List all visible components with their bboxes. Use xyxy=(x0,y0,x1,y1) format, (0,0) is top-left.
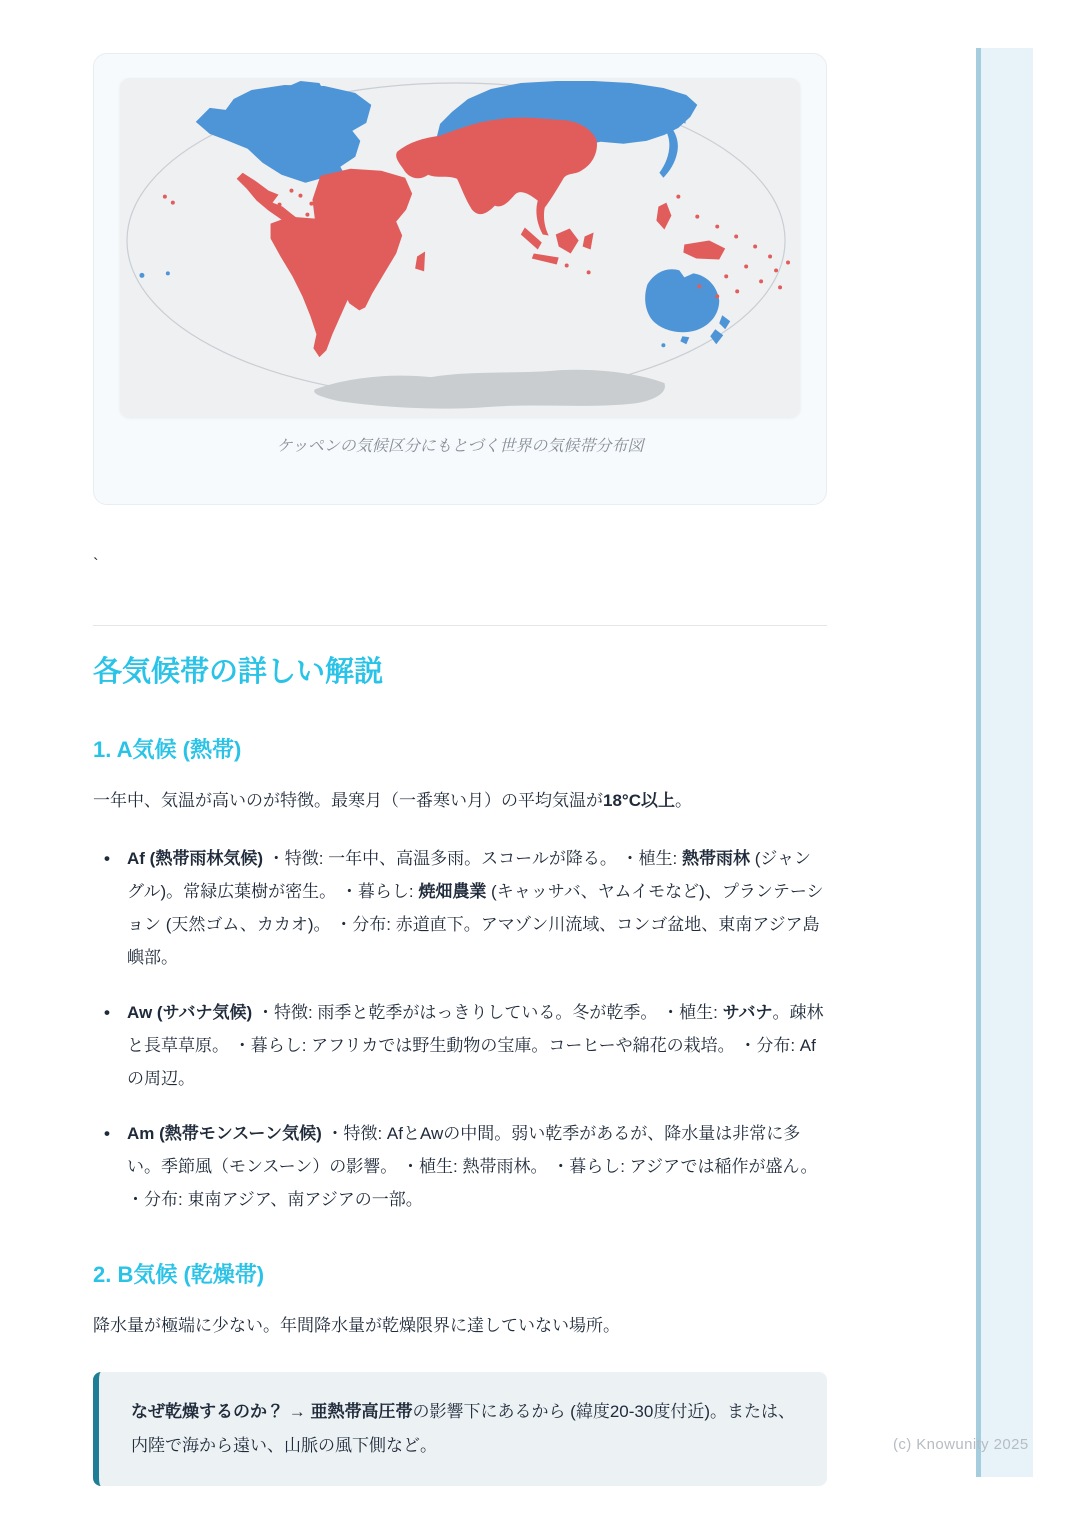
koppen-world-map xyxy=(120,78,800,417)
b-climate-intro: 降水量が極端に少ない。年間降水量が乾燥限界に達していない場所。 xyxy=(93,1316,620,1335)
sulawesi xyxy=(583,233,594,250)
stray-backtick: ` xyxy=(93,555,99,574)
madagascar xyxy=(415,251,425,271)
list-item-af: • Af (熱帯雨林気候) ・特徴: 一年中、高温多雨。スコールが降る。 ・植生: 熱帯雨林 (ジャングル)。常緑広葉樹が密生。 ・暮らし: 焼畑農業 (キャッサバ、ヤムイモなど)、プランテーション (天然ゴム、カカオ)。 ・分布: 赤道直下。アマゾン川流域、コンゴ盆地、東南アジア島嶼部。 xyxy=(93,842,827,974)
sumatra xyxy=(521,228,542,250)
australia xyxy=(645,269,719,332)
java xyxy=(532,253,559,264)
document-content xyxy=(93,53,827,1486)
borneo xyxy=(556,229,579,254)
philippines xyxy=(656,203,671,230)
tasmania xyxy=(680,336,689,344)
section-divider xyxy=(93,625,827,626)
map-caption: ケッペンの気候区分にもとづく世界の気候帯分布図 xyxy=(276,438,644,455)
figure-card xyxy=(93,53,827,505)
callout-text: なぜ乾燥するのか？ → 亜熱帯高圧帯の影響下にあるから (緯度20-30度付近)。または、内陸で海から遠い、山脈の風下側など。 xyxy=(131,1402,795,1455)
list-item-am: • Am (熱帯モンスーン気候) ・特徴: AfとAwの中間。弱い乾季があるが、降水量は非常に多い。季節風（モンスーン）の影響。 ・植生: 熱帯雨林。 ・暮らし: アジアでは稲作が盛ん。 ・分布: 東南アジア、南アジアの一部。 xyxy=(93,1117,827,1216)
polar-landmass xyxy=(314,370,665,409)
next-page-edge-strip xyxy=(976,48,1033,1477)
north-america xyxy=(196,85,371,183)
why-dry-callout xyxy=(93,1372,827,1486)
main-heading: 各気候帯の詳しい解説 xyxy=(93,656,384,688)
b-climate-heading: 2. B気候 (乾燥帯) xyxy=(93,1262,265,1287)
copyright-watermark: (c) Knowunity 2025 xyxy=(893,1436,1029,1453)
a-climate-list xyxy=(93,842,827,1216)
map-panel xyxy=(120,78,800,417)
a-climate-heading: 1. A気候 (熱帯) xyxy=(93,737,242,762)
a-climate-intro: 一年中、気温が高いのが特徴。最寒月（一番寒い月）の平均気温が18°C以上。 xyxy=(93,791,692,810)
south-asia xyxy=(396,118,597,236)
temperate-landmass xyxy=(139,81,730,347)
new-guinea xyxy=(683,241,725,260)
list-item-aw: • Aw (サバナ気候) ・特徴: 雨季と乾季がはっきりしている。冬が乾季。 ・植生: サバナ。疎林と長草草原。 ・暮らし: アフリカでは野生動物の宝庫。コーヒーや綿花の栽培。 ・分布: Afの周辺。 xyxy=(93,996,827,1095)
